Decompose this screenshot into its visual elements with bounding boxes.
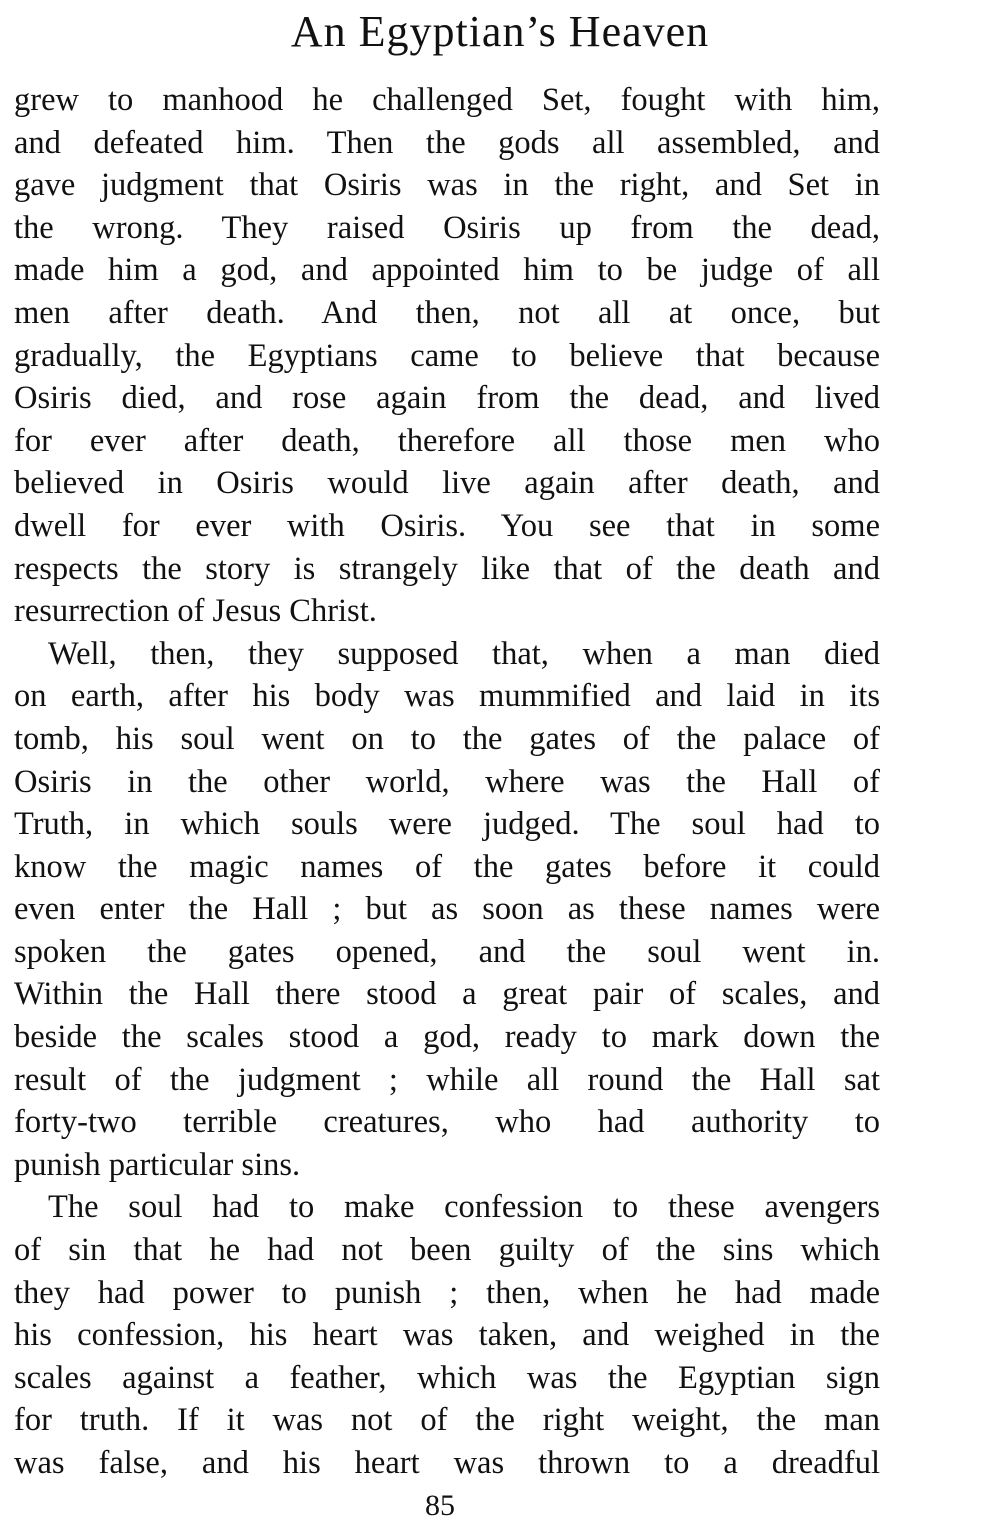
text-line: they had power to punish ; then, when he had made (14, 1274, 880, 1311)
text-line: of sin that he had not been guilty of the sins which (14, 1232, 880, 1269)
text-line: even enter the Hall ; but as soon as these names were (14, 891, 880, 928)
text-line: tomb, his soul went on to the gates of the palace of (14, 720, 880, 757)
text-line: respects the story is strangely like that of the death and (14, 550, 880, 587)
text-line: and defeated him. Then the gods all assembled, and (14, 124, 880, 161)
text-line: know the magic names of the gates before it could (14, 848, 880, 885)
text-line: Truth, in which souls were judged. The soul had to (14, 806, 880, 843)
text-line: beside the scales stood a god, ready to mark down the (14, 1019, 880, 1056)
text-line: made him a god, and appointed him to be judge of all (14, 252, 880, 289)
text-line: for ever after death, therefore all those men who (14, 422, 880, 459)
text-line: scales against a feather, which was the Egyptian sign (14, 1359, 880, 1396)
text-line: Osiris in the other world, where was the Hall of (14, 763, 880, 800)
text-line: men after death. And then, not all at once, but (14, 294, 880, 331)
text-line: the wrong. They raised Osiris up from the dead, (14, 209, 880, 246)
text-line: his confession, his heart was taken, and weighed in the (14, 1317, 880, 1354)
text-line: punish particular sins. (14, 1146, 301, 1183)
text-line: grew to manhood he challenged Set, fought with him, (14, 82, 880, 118)
text-line: on earth, after his body was mummified and laid in its (14, 678, 880, 715)
text-line: gave judgment that Osiris was in the right, and Set in (14, 167, 880, 204)
page-number: 85 (425, 1489, 455, 1522)
text-line: believed in Osiris would live again after death, and (14, 465, 880, 502)
text-line: Osiris died, and rose again from the dead, and lived (14, 380, 880, 417)
text-line: was false, and his heart was thrown to a dreadful (14, 1445, 880, 1481)
text-line: forty-two terrible creatures, who had authority to (14, 1104, 880, 1141)
text-line: result of the judgment ; while all round the Hall sat (14, 1061, 880, 1098)
text-line: spoken the gates opened, and the soul went in. (14, 933, 880, 970)
text-line: dwell for ever with Osiris. You see that in some (14, 507, 880, 544)
running-head: An Egyptian’s Heaven (290, 7, 710, 56)
body-text (14, 79, 880, 1485)
text-line: gradually, the Egyptians came to believe that because (14, 337, 880, 374)
text-line: Within the Hall there stood a great pair of scales, and (14, 976, 880, 1013)
text-line: Well, then, they supposed that, when a man died (48, 635, 880, 672)
text-line: The soul had to make confession to these avengers (48, 1189, 880, 1226)
text-line: for truth. If it was not of the right weight, the man (14, 1402, 880, 1439)
text-line: resurrection of Jesus Christ. (14, 593, 377, 630)
